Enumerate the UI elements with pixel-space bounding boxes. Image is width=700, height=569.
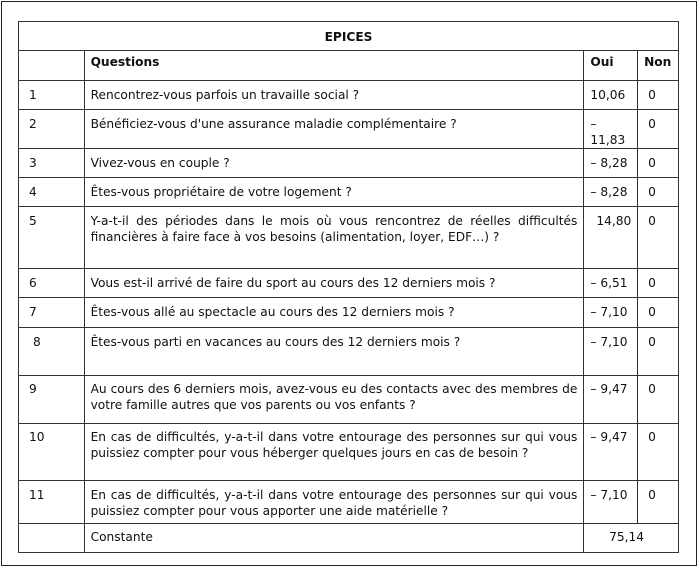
table-row (19, 81, 679, 110)
row-question: En cas de difficultés, y-a-t-il dans votre entourage des personnes sur qui vous puissiez compter pour vous apporter une aide matérielle ? (84, 481, 584, 524)
table-row (19, 149, 679, 178)
row-question: Vivez-vous en couple ? (84, 149, 584, 178)
row-question: Bénéficiez-vous d'une assurance maladie complémentaire ? (84, 110, 584, 149)
row-number: 5 (19, 207, 85, 269)
row-oui-score: – 7,10 (584, 481, 638, 524)
row-number: 1 (19, 81, 85, 110)
header-questions: Questions (84, 51, 584, 81)
row-number: 3 (19, 149, 85, 178)
row-question: En cas de difficultés, y-a-t-il dans votre entourage des personnes sur qui vous puissiez compter pour vous héberger quelques jours en cas de besoin ? (84, 424, 584, 481)
table-row (19, 376, 679, 424)
header-row (19, 51, 679, 81)
row-question: Êtes-vous parti en vacances au cours des 12 derniers mois ? (84, 328, 584, 376)
row-oui-score: – 6,51 (584, 269, 638, 298)
row-question: Êtes-vous allé au spectacle au cours des 12 derniers mois ? (84, 298, 584, 328)
table-row (19, 424, 679, 481)
row-number: 6 (19, 269, 85, 298)
row-question: Êtes-vous propriétaire de votre logement ? (84, 178, 584, 207)
row-oui-score: – 9,47 (584, 376, 638, 424)
row-oui-score: – 9,47 (584, 424, 638, 481)
row-number: 7 (19, 298, 85, 328)
row-non-score: 0 (638, 81, 679, 110)
row-non-score: 0 (638, 207, 679, 269)
constant-empty-cell (19, 524, 85, 553)
table-row (19, 328, 679, 376)
row-number: 9 (19, 376, 85, 424)
row-non-score: 0 (638, 328, 679, 376)
row-question: Y-a-t-il des périodes dans le mois où vous rencontrez de réelles difficultés financières à faire face à vos besoins (alimentation, loyer, EDF…) ? (84, 207, 584, 269)
row-oui-score: – 8,28 (584, 178, 638, 207)
row-number: 11 (19, 481, 85, 524)
row-oui-score: – 7,10 (584, 328, 638, 376)
row-question: Au cours des 6 derniers mois, avez-vous eu des contacts avec des membres de votre famille autres que vos parents ou vos enfants ? (84, 376, 584, 424)
table-row (19, 178, 679, 207)
row-non-score: 0 (638, 424, 679, 481)
constant-row (19, 524, 679, 553)
row-oui-score: 14,80 (584, 207, 638, 269)
row-number: 8 (19, 328, 85, 376)
constant-value: 75,14 (584, 524, 679, 553)
table-row (19, 269, 679, 298)
row-non-score: 0 (638, 376, 679, 424)
header-oui: Oui (584, 51, 638, 81)
row-non-score: 0 (638, 298, 679, 328)
row-question: Rencontrez-vous parfois un travaille social ? (84, 81, 584, 110)
row-question: Vous est-il arrivé de faire du sport au cours des 12 derniers mois ? (84, 269, 584, 298)
row-oui-score: – 7,10 (584, 298, 638, 328)
header-number (19, 51, 85, 81)
epices-table (18, 21, 679, 553)
header-non: Non (638, 51, 679, 81)
row-number: 2 (19, 110, 85, 149)
row-non-score: 0 (638, 178, 679, 207)
row-non-score: 0 (638, 481, 679, 524)
constant-label: Constante (84, 524, 584, 553)
table-row (19, 110, 679, 149)
row-oui-score: – 11,83 (584, 110, 638, 149)
table-title: EPICES (19, 22, 679, 51)
table-row (19, 298, 679, 328)
row-oui-score: – 8,28 (584, 149, 638, 178)
row-number: 4 (19, 178, 85, 207)
row-non-score: 0 (638, 269, 679, 298)
row-number: 10 (19, 424, 85, 481)
table-row (19, 481, 679, 524)
table-row (19, 207, 679, 269)
row-non-score: 0 (638, 149, 679, 178)
row-oui-score: 10,06 (584, 81, 638, 110)
row-non-score: 0 (638, 110, 679, 149)
